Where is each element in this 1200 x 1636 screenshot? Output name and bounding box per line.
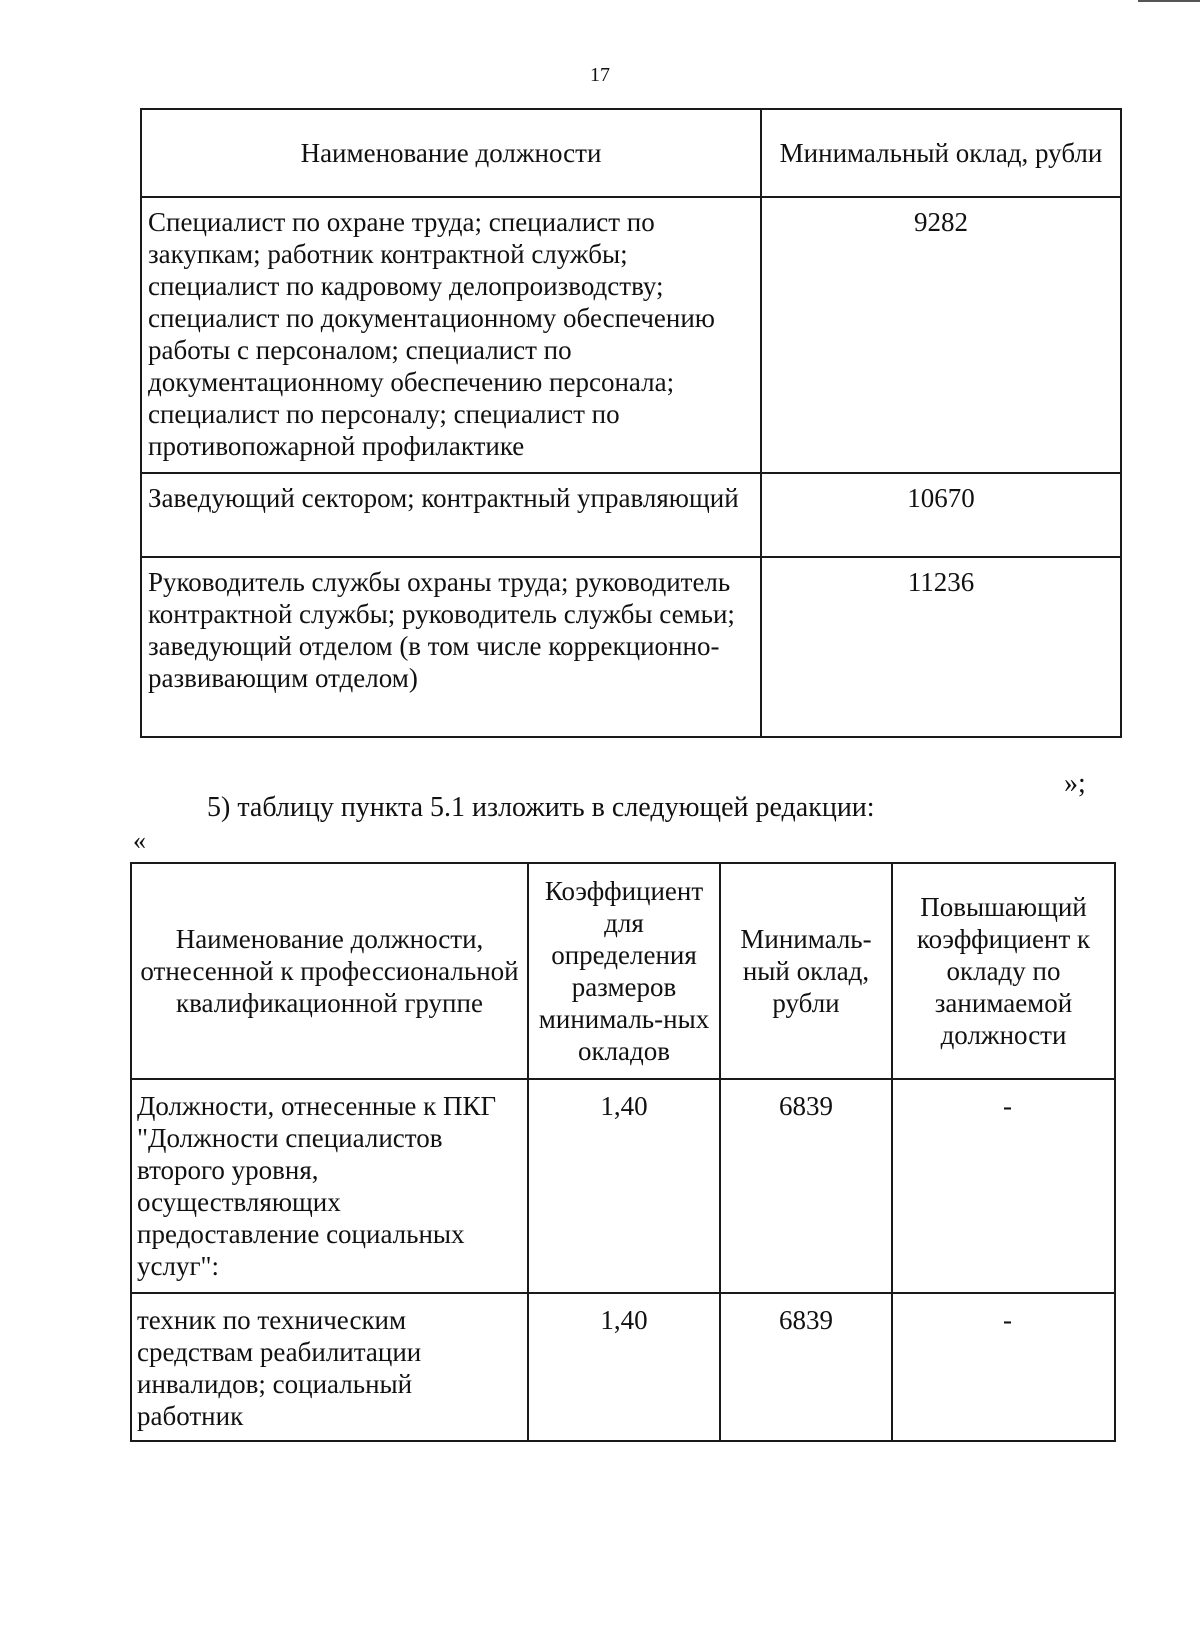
raising-coefficient-cell [892,1293,1115,1441]
position-name-cell: техник по техническим средствам реабилитации инвалидов; социальный работник [131,1293,528,1441]
table-row [141,473,1121,557]
header-min-salary: Минимальный оклад, рубли [761,109,1121,197]
min-salary-cell: 9282 [761,197,1121,473]
scan-edge-mark [1138,0,1200,2]
raising-coefficient-value: - [1003,1305,1012,1335]
opening-quote: « [133,826,146,855]
position-name-cell: Заведующий сектором; контрактный управляющий [141,473,761,557]
table-row [131,1293,1115,1441]
min-salary-cell: 6839 [720,1079,892,1293]
salary-table-qualification-groups [130,862,1116,1442]
header-position-name: Наименование должности [141,109,761,197]
amendment-paragraph: 5) таблицу пункта 5.1 изложить в следующей редакции: [207,792,875,823]
header-min-salary: Минималь-ный оклад, рубли [720,863,892,1079]
salary-table-positions [140,108,1122,738]
raising-coefficient-cell [892,1079,1115,1293]
coefficient-cell: 1,40 [528,1079,720,1293]
header-coefficient: Коэффициент для определения размеров минималь-ных окладов [528,863,720,1079]
coefficient-cell: 1,40 [528,1293,720,1441]
closing-quote: »; [1064,768,1086,799]
table-row [131,1079,1115,1293]
position-name-cell: Должности, отнесенные к ПКГ "Должности специалистов второго уровня, осуществляющих предоставление социальных услуг": [131,1079,528,1293]
header-position-name: Наименование должности, отнесенной к профессиональной квалификационной группе [131,863,528,1079]
raising-coefficient-value: - [1003,1091,1012,1121]
table-row [141,197,1121,473]
min-salary-cell: 10670 [761,473,1121,557]
table-header-row [141,109,1121,197]
position-name-cell: Специалист по охране труда; специалист по закупкам; работник контрактной службы; специалист по кадровому делопроизводству; специалист по документационному обеспечению работы с персоналом; специалист по документационному обеспечению персонала; специалист по персоналу; специалист по противопожарной профилактике [141,197,761,473]
position-name-cell: Руководитель службы охраны труда; руководитель контрактной службы; руководитель службы семьи; заведующий отделом (в том числе коррекционно-развивающим отделом) [141,557,761,737]
min-salary-cell: 6839 [720,1293,892,1441]
page-number: 17 [590,64,610,86]
min-salary-cell: 11236 [761,557,1121,737]
table-row [141,557,1121,737]
table-header-row [131,863,1115,1079]
header-raising-coefficient: Повышающий коэффициент к окладу по занимаемой должности [892,863,1115,1079]
